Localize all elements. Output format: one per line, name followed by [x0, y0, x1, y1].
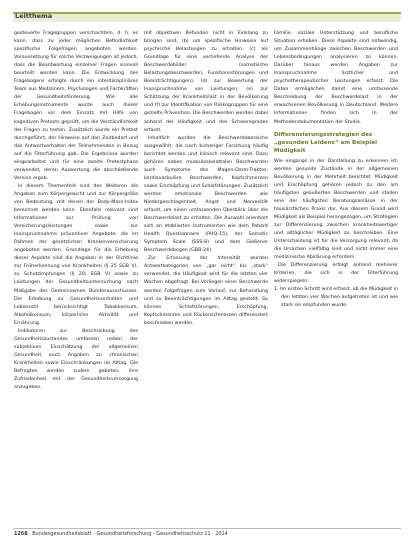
section-label: Leitthema: [15, 12, 53, 20]
paragraph: mit objektiven Befunden nicht in Einklang zu bringen sind, (b) um spezifische Hinweise auf psychische Belastungen zu erhalten, (c) als Grundlage für eine vertiefende Analyse der Beschwerdebilder (somatische Belastungsbeschwerden, Funktionsstörungen und Beeinträchtigungen), (d) zur Bewertung der Inanspruchnahme von Leistungen, (e) zur Schätzung der Krankheitslast in der Bevölkerung und (f) zur Identifikation von Risikogruppen für eine gezielte Prävention. Die Beschwerden werden dabei anhand der Häufigkeit und des Schweregrades erfasst.: [144, 31, 268, 133]
list-item: 1. Im ersten Schritt wird erfasst, ob die Müdigkeit in den letzten vier Wochen aufgetreten ist und wie stark sie empfunden wurde.: [274, 287, 398, 309]
paragraph: Inhaltlich wurden die Beschwerdebereiche ausgewählt, die nach bisheriger Forschung häufig berichtet werden und klinisch relevant sind. Dazu gehören neben muskuloskelettalen Beschwerden auch Symptome des Magen-Darm-Traktes, kardiovaskuläre Beschwerden, Kopfschmerzen sowie Erschöpfung und Schlafstörungen. Zusätzlich werden emotionale Beschwerden wie Niedergeschlagenheit, Angst und Nervosität erfasst, um einen umfassenden Überblick über die Beschwerdelast zu erhalten. Die Auswahl orientiert sich an etablierten Instrumenten wie dem Patient Health Questionnaire (PHQ-15), der Somatic Symptom Scale (SSS-8) und dem Gießener Beschwerdebogen (GBB-24).: [144, 135, 268, 254]
paragraph: Die Differenzierung erfolgt anhand mehrerer Kriterien, die sich in der Filterführung widerspiegeln:: [274, 263, 398, 285]
section-heading: Differenzierungsstrategien des „gesunden Leidens“ am Beispiel Müdigkeit: [274, 131, 377, 154]
header-band: [13, 12, 401, 22]
text-column-1: [14, 30, 138, 392]
text-column-2: [144, 30, 268, 328]
page-footer: [14, 531, 228, 538]
page-number: 1268: [14, 531, 28, 537]
paragraph: Familie, soziale Unterstützung und berufliche Situation erhoben. Diese Aspekte sind notwendig, um Zusammenhänge zwischen Beschwerden und Lebensbedingungen analysieren zu können. Darüber hinaus werden Angaben zur Inanspruchnahme ärztlicher und psychotherapeutischer Leistungen erfasst. Die Daten ermöglichen damit eine umfassende Beschreibung der Beschwerdelast in der erwachsenen Bevölkerung in Deutschland. Weitere Informationen finden sich in der Methodendokumentation der Studie.: [274, 31, 398, 125]
paragraph: Wie eingangs in der Darstellung zu erkennen ist, werden gesunde Zustände in der allgemeinen Bevölkerung in der Mehrheit berichtet. Müdigkeit und Erschöpfung gehören jedoch zu den am häufigsten geäußerten Beschwerden und stellen eine der häufigsten Beratungsanlässe in der hausärztlichen Praxis dar. Aus diesem Grund wird Müdigkeit als Beispiel herangezogen, um Strategien zur Differenzierung zwischen krankheitswertiger und alltäglicher Müdigkeit zu beschreiben. Eine Unterscheidung ist für die Versorgung relevant, da die Ursachen vielfältig sind und nicht immer eine medizinische Abklärung erfordern.: [274, 158, 398, 261]
paragraph: Indikatoren zur Beschreibung des Gesundheitszustandes umfassen neben der subjektiven Einschätzung der allgemeinen Gesundheit auch Angaben zu chronischen Krankheiten sowie Einschränkungen im Alltag. Die Befragten werden zudem gebeten, ihre Zufriedenheit mit der Gesundheitsversorgung anzugeben.: [14, 328, 138, 391]
footer-divider: [13, 528, 401, 529]
paragraph: In diesem Themenfeld sind des Weiteren die Angaben zum Körpergewicht und zur Körpergröße von Bedeutung, mit denen der Body-Mass-Index berechnet werden kann. Ebenfalls relevant sind Informationen zur Prüfung von Versicherungsleistungen sowie zur Inanspruchnahme präventiver Angebote, die im Rahmen der gesetzlichen Krankenversicherung angeboten werden. Grundlage für die Erhebung dieser Aspekte sind die Angaben in der Richtlinie zur Früherkennung von Krankheiten (§ 25 SGB V), zu Schutzimpfungen (§ 20i SGB V) sowie zu Leistungen der Gesundheitsuntersuchung nach Maßgabe des Gemeinsamen Bundesausschusses. Die Erhebung zu Gesundheitsverhalten und Lebensstil berücksichtigt Tabakkonsum, Alkoholkonsum, körperliche Aktivität und Ernährung.: [14, 183, 138, 326]
paragraph: gesteuerte Fragegruppen verschachteln, d. h. es kann, dass zu jeder möglichen Befindlichkeit spezifische Folgefragen angeboten werden. Voraussetzung für solche Verzweigungen ist jedoch, dass die Beantwortung einzelner Fragen sinnvoll beurteilt werden kann. Die Entwicklung des Fragebogens erfolgte durch ein interdisziplinäres Team aus Medizinern, Psychologen und Fachkräften der Gesundheitsförderung. Wie alle Erhebungsinstrumente wurde auch dieser Fragebogen vor dem Einsatz mit Hilfe von kognitiven Pretests geprüft, um die Verständlichkeit der Fragen zu testen. Zusätzlich wurde ein Pretest durchgeführt, der Hinweise auf den Zeitbedarf und das Antwortverhalten der Teilnehmenden in Bezug auf die Filterführung gab. Die Ergebnisse wurden eingearbeitet und für eine zweite Pretestphase verwendet, deren Auswertung die abschließende Version ergab.: [14, 31, 138, 181]
paragraph: Zur Erfassung der Intensität wurden Antwortkategorien von „gar nicht“ bis „stark“ verwendet, die Häufigkeit wird für die letzten vier Wochen abgefragt. Bei Vorliegen einer Beschwerde werden Folgefragen zum Verlauf, zur Behandlung und zu Beeinträchtigungen im Alltag gestellt. So können Schlafstörungen, Erschöpfung, Kopfschmerzen und Rückenschmerzen differenziert beschrieben werden.: [144, 256, 268, 326]
journal-citation: Bundesgesundheitsblatt - Gesundheitsforschung - Gesundheitsschutz 11 · 2014: [32, 531, 228, 537]
text-column-3: [274, 30, 398, 310]
